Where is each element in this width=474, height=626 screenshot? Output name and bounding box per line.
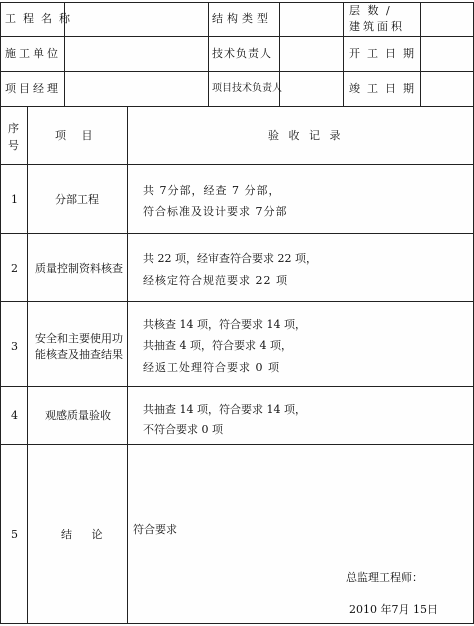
row-5-record: 符合要求 bbox=[133, 523, 177, 536]
row-3-record-2: 共抽查 4 项，符合要求 4 项， bbox=[143, 339, 292, 352]
row-1-seq: 1 bbox=[11, 193, 18, 206]
row-5-item: 结 论 bbox=[61, 528, 111, 541]
header-line-2 bbox=[0, 71, 474, 72]
project-manager-label: 项目经理 bbox=[5, 82, 61, 95]
row-1-item: 分部工程 bbox=[55, 193, 99, 206]
row-2-record-1: 共 22 项，经审查符合要求 22 项， bbox=[143, 252, 317, 265]
row-3-seq: 3 bbox=[11, 340, 18, 353]
row-4-seq: 4 bbox=[11, 409, 18, 422]
row-2-seq: 2 bbox=[11, 262, 18, 275]
border-bottom bbox=[0, 623, 474, 624]
body-line-2 bbox=[0, 233, 474, 234]
header-col-2 bbox=[208, 2, 209, 106]
seq-label-1: 序 bbox=[8, 122, 19, 135]
row-3-item-2: 能核查及抽查结果 bbox=[35, 348, 123, 361]
border-left bbox=[0, 2, 1, 624]
border-top bbox=[0, 2, 474, 3]
row-3-record-3: 经返工处理符合要求 0 项 bbox=[143, 361, 280, 374]
row-1-record-1: 共 7分部，经查 7 分部， bbox=[143, 184, 281, 197]
header-line-1 bbox=[0, 36, 474, 37]
item-label: 项 目 bbox=[55, 129, 99, 142]
structure-type-label: 结构类型 bbox=[212, 12, 272, 25]
body-col-2 bbox=[127, 106, 128, 623]
body-col-1 bbox=[27, 106, 28, 623]
body-line-3 bbox=[0, 301, 474, 302]
header-col-4 bbox=[343, 2, 344, 106]
row-4-record-1: 共抽查 14 项，符合要求 14 项， bbox=[143, 403, 306, 416]
seq-label-2: 号 bbox=[8, 139, 19, 152]
body-line-1 bbox=[0, 164, 474, 165]
floors-label: 层 数 / bbox=[349, 4, 392, 17]
supervisor-label: 总监理工程师： bbox=[346, 571, 423, 584]
row-4-record-2: 不符合要求 0 项 bbox=[143, 423, 223, 436]
row-2-record-2: 经核定符合规范要求 22 项 bbox=[143, 274, 288, 287]
row-3-item-1: 安全和主要使用功 bbox=[35, 332, 123, 345]
tech-lead-label: 技术负责人 bbox=[212, 47, 272, 60]
sign-date: 2010 年7月 15日 bbox=[349, 603, 438, 616]
header-line-3 bbox=[0, 106, 474, 107]
row-3-record-1: 共核查 14 项，符合要求 14 项， bbox=[143, 318, 306, 331]
project-name-label: 工程名称 bbox=[5, 12, 77, 25]
construction-unit-label: 施工单位 bbox=[5, 47, 61, 60]
row-4-item: 观感质量验收 bbox=[45, 409, 111, 422]
completion-date-label: 竣工日期 bbox=[349, 82, 421, 95]
start-date-label: 开工日期 bbox=[349, 47, 421, 60]
row-2-item: 质量控制资料核查 bbox=[35, 262, 123, 275]
body-line-5 bbox=[0, 444, 474, 445]
row-5-seq: 5 bbox=[11, 528, 18, 541]
row-1-record-2: 符合标准及设计要求 7分部 bbox=[143, 205, 288, 218]
project-tech-lead-label: 项目技术负责人 bbox=[212, 83, 282, 94]
record-label: 验 收 记 录 bbox=[268, 129, 344, 142]
body-line-4 bbox=[0, 386, 474, 387]
area-label: 建筑面积 bbox=[349, 20, 405, 33]
